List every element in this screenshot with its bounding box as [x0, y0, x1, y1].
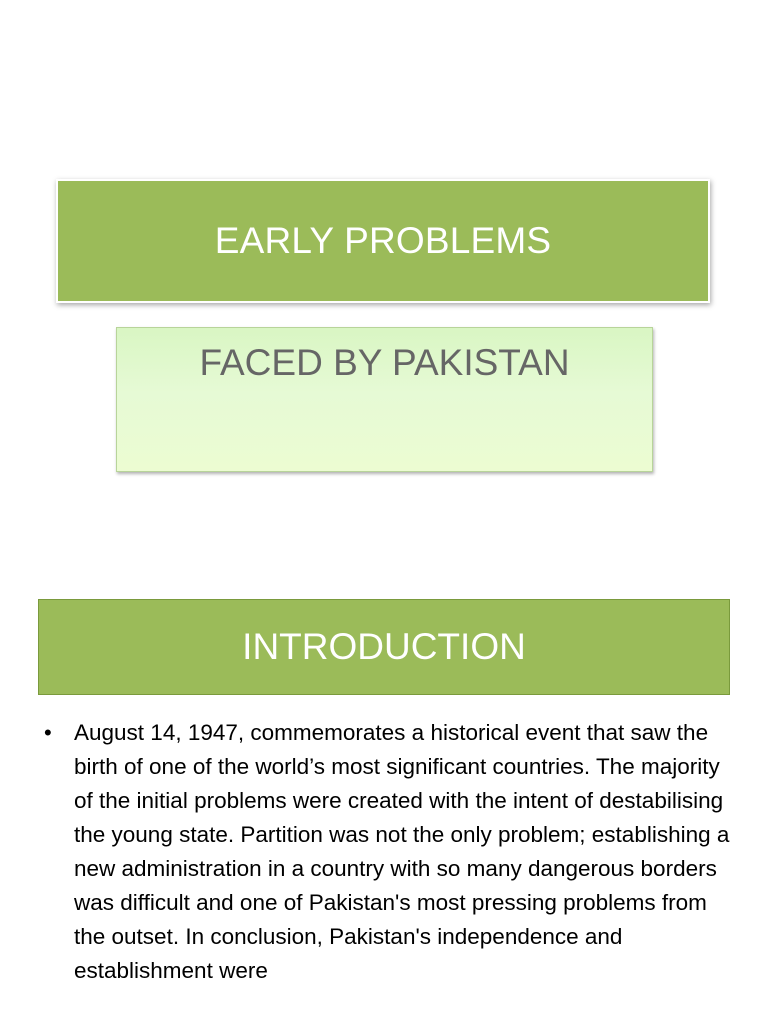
- slide-title: EARLY PROBLEMS: [214, 220, 552, 261]
- title-box: [58, 181, 708, 301]
- subtitle-box: [116, 327, 653, 472]
- section-heading: INTRODUCTION: [242, 626, 526, 667]
- slide-subtitle: FACED BY PAKISTAN: [199, 342, 570, 383]
- bullet-text: August 14, 1947, commemorates a historical event that saw the birth of one of the world’s most significant countries. The majority of the initial problems were created with the intent of destabilising the young state. Partition was not the only problem; establishing a new administration in a country with so many dangerous borders was difficult and one of Pakistan's most pressing problems from the outset. In conclusion, Pakistan's independence and establishment were: [74, 720, 730, 983]
- bullet-list: [40, 716, 730, 988]
- bullet-dot-icon: •: [44, 720, 52, 745]
- section-heading-box: [38, 599, 730, 695]
- bullet-item: [40, 716, 730, 988]
